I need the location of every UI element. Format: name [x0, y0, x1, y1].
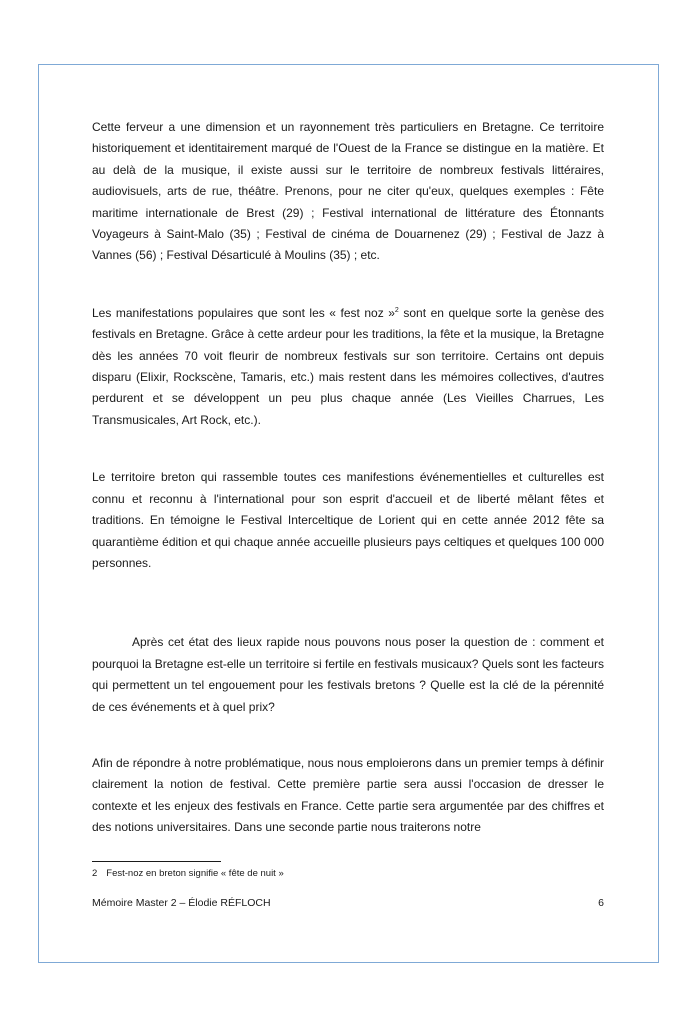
footnote-reference[interactable]: 2 — [394, 306, 399, 314]
footnote-separator — [92, 861, 221, 862]
paragraph-3: Le territoire breton qui rassemble toutes ces manifestions événementielles et culturelles est connu et reconnu à l'international pour son esprit d'accueil et de liberté mêlant fêtes et traditions. En témoigne le Festival Interceltique de Lorient qui en cette année 2012 fête sa quarantième édition et qui chaque année accueille plusieurs pays celtiques et quelques 100 000 personnes. — [92, 470, 604, 570]
footer-author: Mémoire Master 2 – Élodie RÉFLOCH — [92, 897, 271, 909]
paragraph-2-start: Les manifestations populaires que sont les « fest noz » — [92, 305, 395, 320]
paragraph-5: Afin de répondre à notre problématique, nous nous emploierons dans un premier temps à définir clairement la notion de festival. Cette première partie sera aussi l'occasion de dresser le contexte et les enjeux des festivals en France. Cette partie sera argumentée par des chiffres et des notions universitaires. Dans une seconde partie nous traiterons notre — [92, 755, 604, 835]
paragraph-2-end: sont en quelque sorte la genèse des festivals en Bretagne. Grâce à cette ardeur pour les traditions, la fête et la musique, la Bretagne dès les années 70 voit fleurir de nombreux festivals sur son territoire. Certains ont depuis disparu (Elixir, Rockscène, Tamaris, etc.) mais restent dans les mémoires collectives, d'autres perdurent et se développent un peu plus chaque année (Les Vieilles Charrues, Les Transmusicales, Art Rock, etc.). — [92, 305, 604, 427]
paragraph-2 — [92, 303, 604, 431]
page-number: 6 — [598, 897, 604, 909]
footnote — [92, 867, 284, 881]
footnote-number: 2 — [92, 868, 98, 879]
footnote-text: Fest-noz en breton signifie « fête de nuit » — [106, 868, 284, 879]
body-text — [92, 117, 604, 839]
paragraph-1: Cette ferveur a une dimension et un rayonnement très particuliers en Bretagne. Ce territoire historiquement et identitairement marqué de l'Ouest de la France se distingue en la matière. Et au delà de la musique, il existe aussi sur le territoire de nombreux festivals littéraires, audiovisuels, arts de rue, théâtre. Prenons, pour ne citer qu'eux, quelques exemples : Fête maritime internationale de Brest (29) ; Festival international de littérature des Étonnants Voyageurs à Saint-Malo (35) ; Festival de cinéma de Douarnenez (29) ; Festival de Jazz à Vannes (56) ; Festival Désarticulé à Moulins (35) ; etc. — [92, 120, 604, 263]
paragraph-4: Après cet état des lieux rapide nous pouvons nous poser la question de : comment et pourquoi la Bretagne est-elle un territoire si fertile en festivals musicaux? Quels sont les facteurs qui permettent un tel engouement pour les festivals bretons ? Quelle est la clé de la pérennité de ces événements et à quel prix? — [92, 635, 604, 714]
